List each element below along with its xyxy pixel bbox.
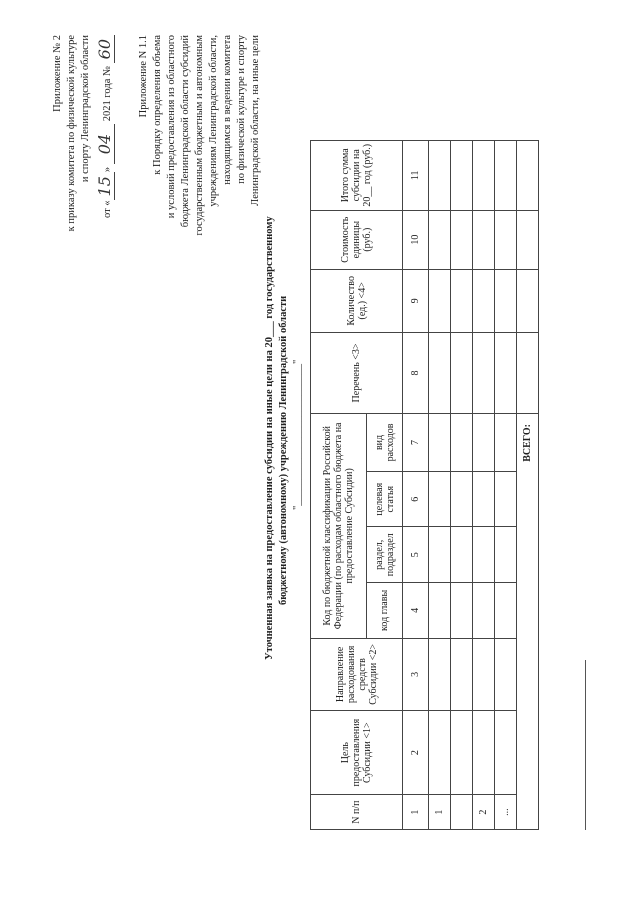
header-code-target: целевая статья [367,471,403,527]
header-total: Итого сумма субсидии на 20__ год (руб.) [311,141,403,211]
col-number: 3 [403,638,429,710]
row-number: 1 [429,795,451,830]
column-numbers-row [403,141,429,830]
signature-line [585,660,586,830]
total-row [517,141,539,830]
subsidy-table [310,140,539,830]
header-code-chapter: код главы [367,583,403,639]
form-title-line3: "___________________________" [292,359,303,510]
col-number: 2 [403,711,429,795]
table-row [473,141,495,830]
appendix2-date: от «15» 04 2021 года № 60 [96,35,117,218]
row-number: ... [495,795,517,830]
col-number: 6 [403,471,429,527]
header-code-group: Код по бюджетной классификации Российской Федерации (по расходам областного бюджета на предоставление Субсидии) [311,414,367,639]
col-number: 4 [403,583,429,639]
header-code-section: раздел, подраздел [367,527,403,583]
date-number: 60 [95,35,115,63]
date-day: 15 [95,172,115,200]
col-number: 9 [403,269,429,332]
col-number: 5 [403,527,429,583]
appendix11-line9: Ленинградской области, на иные цели [250,35,261,206]
appendix2-line2: к приказу комитета по физической культуре [66,35,77,232]
header-direction: Направление расходования средств Субсидии <2> [311,638,403,710]
header-list: Перечень <3> [311,332,403,413]
col-number: 1 [403,795,429,830]
table-row [429,141,451,830]
row-number: 2 [473,795,495,830]
appendix2-line3: и спорту Ленинградской области [80,35,91,183]
appendix2-line1: Приложение № 2 [52,35,63,112]
form-title-line1: Уточненная заявка на предоставление субсидии на иные цели на 20___ год государственному [264,216,275,660]
col-number: 8 [403,332,429,413]
appendix11-line7: находящимся в ведении комитета [222,35,233,185]
appendix11-line3: и условий предоставления из областного [166,35,177,219]
col-number: 11 [403,141,429,211]
appendix11-line8: по физической культуре и спорту [236,35,247,184]
header-goal: Цель предоставления Субсидии <1> [311,711,403,795]
table-row [451,141,473,830]
total-label: ВСЕГО: [517,414,539,830]
col-number: 7 [403,414,429,472]
appendix11-line5: государственным бюджетным и автономным [194,35,205,236]
header-code-type: вид расходов [367,414,403,472]
header-cost: Стоимость единицы (руб.) [311,210,403,269]
header-n: N п/п [311,795,403,830]
appendix11-line6: учреждениям Ленинградской области, [208,35,219,207]
date-month: 04 [95,124,115,164]
row-number [451,795,473,830]
table-row [495,141,517,830]
appendix11-line2: к Порядку определения объема [152,35,163,175]
form-title-line2: бюджетному (автономному) учреждению Ленинградской области [278,295,289,605]
header-qty: Количество (ед.) <4> [311,269,403,332]
appendix11-line4: бюджета Ленинградской области субсидий [180,35,191,228]
appendix11-line1: Приложение N 1.1 [138,35,149,118]
col-number: 10 [403,210,429,269]
